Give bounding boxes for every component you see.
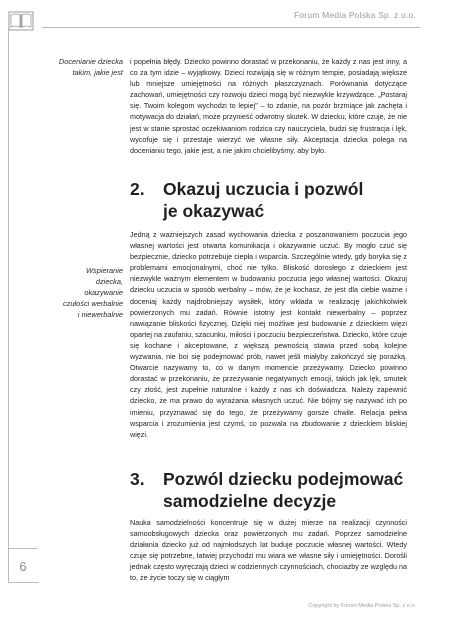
section-2-title-line1: Okazuj uczucia i pozwól [163,179,364,199]
section-3-number: 3. [130,469,145,489]
section-2-paragraph: Jedną z ważniejszych zasad wychowania dziecka z poszanowaniem poczucia jego własnej wartości jest otwarta komunikacja i okazywanie uczuć. By mogło czuć się bezpiecznie, dziecko potrzebuje ciepła i wsparcia. Szczególnie wtedy, gdy boryka się z problemami emocjonalnymi, choć nie tylko. Bliskość dorosłego z dzieckiem jest niezwykle ważnym elementem w budowaniu poczucia jego własnej wartości. Okazuj dziecku uczucia w sposób werbalny – mów, że je kochasz, że jest dla ciebie ważne i doceniaj każdy najdrobniejszy wysiłek, który wkłada w realizację jakichkolwiek powierzonych mu zadań. Równie istotny jest kontakt niewerbalny – poprzez nawiązanie bliskości fizycznej. Dzięki niej możliwe jest budowanie z dzieckiem więzi opartej na zaufaniu, szacunku, miłości i poczuciu bezpieczeństwa. Dziecko, które czuje się kochane i akceptowane, z większą pewnością stawia przed sobą kolejne wyzwania, nie boi się podejmować prób, nawet jeśli miałyby zakończyć się porażką. Otwarcie nazywamy to, co w danym momencie przeżywamy. Dziecko powinno dorastać w przekonaniu, że przeżywanie negatywnych emocji, takich jak lęk, smutek czy złość, jest zupełnie naturalne i każdy z nas ich doświadcza. Należy zapewnić dziecko, że ma prawo do wyrażania własnych uczuć. Nie bójmy się nazywać ich po imieniu, przyznawać się do tego, że przeżywamy gorsze chwile. Relacja pełna wsparcia i zrozumienia jest czymś, co pozwala na zbudowanie z dzieckiem bliskiej więzi. [130,230,407,439]
section-3-text-block [130,517,407,584]
margin-note-line: dziecka, [95,277,123,286]
margin-note-acceptance [40,56,123,78]
section-3-heading [130,468,410,512]
margin-note-line: takim, jakie jest [72,68,123,77]
section-3-paragraph: Nauka samodzielności koncentruje się w dużej mierze na realizacji czynności samoobsługowych dziecka oraz powierzonych mu zadań. Poprzez samodzielne działania dziecko już od najmłodszych lat buduje poczucie własnej wartości. Wtedy czuje się potrzebne, łatwiej przychodzi mu wiara we własne siły i umiejętności. Dorośli jednak często wyręczają dzieci w codziennych czynnościach, chociażby ze względu na to, że życie toczy się w ciągłym [130,518,407,583]
copyright-notice: Copyright by Forum Media Polska Sp. z o.o. [308,603,416,609]
section-3-title-line2: samodzielne decyzje [163,491,337,511]
intro-text-block [130,56,407,156]
section-2-text-block [130,229,407,440]
margin-note-line: Wspieranie [86,266,123,275]
section-2-number: 2. [130,179,145,199]
page-number: 6 [8,548,38,583]
margin-note-support [40,265,123,320]
section-2-title-line2: je okazywać [163,201,265,221]
margin-note-line: okazywanie [84,288,123,297]
margin-note-line: i niewerbalnie [77,310,123,319]
margin-note-line: czułości werbalnie [63,299,123,308]
section-2-heading [130,178,410,222]
intro-paragraph: i popełnia błędy. Dziecko powinno dorastać w przekonaniu, że każdy z nas jest inny, a co za tym idzie – wyjątkowy. Dzieci rozwijają się w różnym tempie, posiadają większe lub mniejsze umiejętności na różnych płaszczyznach. Porównania dotyczące zachowań, umiejętności czy rozwoju dzieci mogą być niezwykle krzywdzące. „Postaraj się. Twoim kolegom wychodzi to lepiej" – to zdanie, na pozór brzmiące jak zachęta i motywacja do działań, może przynieść odwrotny skutek. W dziecku, które czuje, że nie jest w stanie sprostać oczekiwaniom rodzica czy nauczyciela, budzi się frustracja i lęk, wycofuje się i przestaje wierzyć we własne siły. Akceptacja dziecka polega na docenianiu tego, jakie jest, a nie jakim chcielibyśmy, aby było. [130,57,407,155]
margin-note-line: Docenianie dziecka [58,57,123,66]
left-margin-frame [8,27,39,583]
publisher-name: Forum Media Polska Sp. z o.o. [293,10,416,20]
header-rule [42,27,420,28]
section-3-title-line1: Pozwól dziecku podejmować [163,469,404,489]
